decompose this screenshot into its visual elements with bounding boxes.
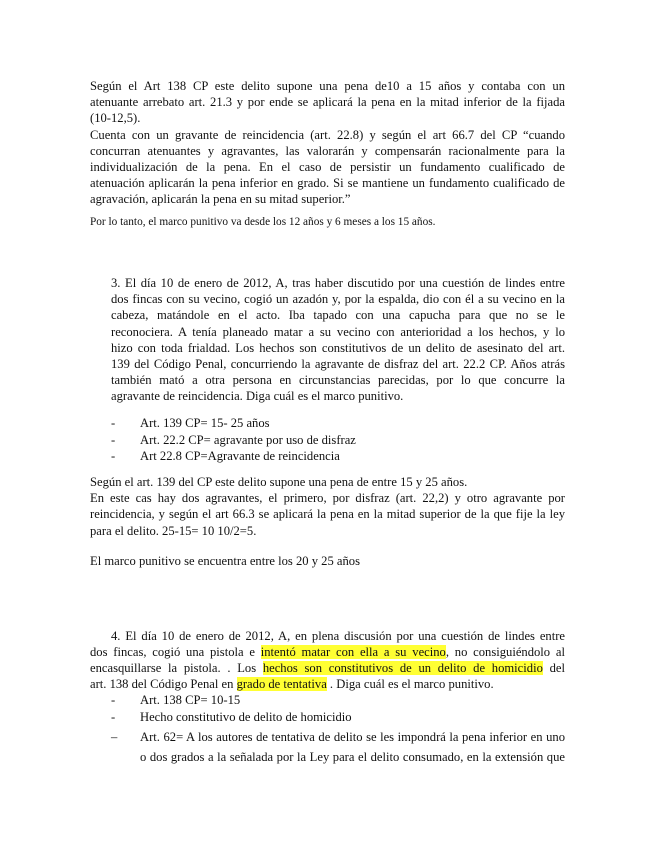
- dash-bullet: -: [111, 449, 116, 463]
- answer-3: [90, 474, 565, 539]
- q4-line: [90, 644, 565, 660]
- q4-text: art. 138 del Código Penal en: [90, 677, 237, 692]
- para1-line: individualización de la pena. En el caso de persistir un fundamento cualificado de: [90, 160, 565, 175]
- para1-line: (10-12,5).: [90, 111, 141, 126]
- question-3: [111, 275, 565, 405]
- q4-text: , no consiguiéndolo al: [445, 645, 565, 659]
- list-item-text: Art. 62= A los autores de tentativa de delito se les impondrá la pena inferior en uno: [140, 730, 565, 744]
- q3-line: agravante de reincidencia. Diga cuál es el marco punitivo.: [111, 389, 404, 404]
- paragraph-conclusion-1: Por lo tanto, el marco punitivo va desde los 12 años y 6 meses a los 15 años.: [90, 216, 436, 228]
- q3-line: dos fincas con su vecino, cogió un azadón y, por la espalda, dio con él a su vecino en la: [111, 292, 565, 307]
- dash-bullet: -: [111, 432, 116, 447]
- q4-text: . Diga cuál es el marco punitivo.: [326, 677, 494, 692]
- q4-line: [90, 676, 565, 692]
- list-item-text: Art. 139 CP= 15- 25 años: [140, 416, 270, 430]
- para1-line: agravación, aplicarán la pena en su mitad superior.”: [90, 192, 351, 207]
- list-item: [111, 729, 565, 746]
- ans3-line: reincidencia, y según el art 66.3 se aplicará la pena en la mitad superior de la que fije la ley: [90, 507, 565, 522]
- list-item: [111, 448, 565, 465]
- question-4: [111, 628, 565, 644]
- list-item: [111, 415, 565, 432]
- list-item-continuation: [111, 749, 565, 766]
- ans3-line: En este cas hay dos agravantes, el primero, por disfraz (art. 22,2) y otro agravante por: [90, 491, 565, 506]
- q4-line: 4. El día 10 de enero de 2012, A, en plena discusión por una cuestión de lindes entre: [111, 629, 565, 643]
- q3-line: cabeza, matándole en el acto. Iba tapado con una capucha para que no se le: [111, 308, 565, 323]
- list-item-text: Art. 22.2 CP= agravante por uso de disfraz: [140, 432, 356, 447]
- highlighted-text: hechos son constitutivos de un delito de homicidio: [262, 661, 543, 676]
- q4-text: encasquillarse la pistola. . Los: [90, 661, 263, 676]
- answer-3-conclusion: El marco punitivo se encuentra entre los 20 y 25 años: [90, 554, 360, 568]
- list-item: [111, 709, 565, 726]
- q4-text: dos fincas, cogió una pistola e: [90, 645, 261, 659]
- q3-line: hizo con toda frialdad. Los hechos son constitutivos de un delito de asesinato del art.: [111, 340, 565, 355]
- para1-line: Según el Art 138 CP este delito supone una pena de10 a 15 años y contaba con un: [90, 79, 565, 93]
- list-item-text: o dos grados a la señalada por la Ley para el delito consumado, en la extensión que: [140, 749, 565, 764]
- ans3-line: para el delito. 25-15= 10 10/2=5.: [90, 523, 257, 538]
- ans3-line: Según el art. 139 del CP este delito supone una pena de entre 15 y 25 años.: [90, 475, 468, 489]
- para1-line: Cuenta con un gravante de reincidencia (art. 22.8) y según el art 66.7 del CP “cuando: [90, 127, 565, 142]
- q4-text: del: [542, 661, 565, 676]
- paragraph-art-138: [90, 78, 565, 208]
- list-item-text: Art. 138 CP= 10-15: [140, 693, 241, 707]
- list-question-4: [111, 692, 565, 765]
- q4-line: [90, 660, 565, 676]
- list-item: [111, 692, 565, 709]
- q3-line: también mató a otra persona en circunstancias parecidas, por lo que concurre la: [111, 373, 565, 388]
- q3-line: 139 del Código Penal, concurriendo la agravante de disfraz del art. 22.2 CP. Años atrás: [111, 357, 565, 372]
- highlighted-text: grado de tentativa: [236, 677, 327, 692]
- dash-bullet: -: [111, 709, 116, 724]
- question-4-body: [90, 644, 565, 693]
- list-item-text: Hecho constitutivo de delito de homicidio: [140, 709, 352, 724]
- dash-bullet: –: [111, 730, 118, 744]
- highlighted-text: intentó matar con ella a su vecino: [260, 645, 446, 659]
- list-item: [111, 432, 565, 449]
- list-question-3: [111, 415, 565, 465]
- para1-line: concurran atenuantes y agravantes, las valorarán y compensarán racionalmente para la: [90, 143, 565, 158]
- para1-line: atenuante arrebato art. 21.3 y por ende se aplicará la pena en la mitad inferior de la fijada: [90, 95, 565, 110]
- q3-line: 3. El día 10 de enero de 2012, A, tras haber discutido por una cuestión de lindes entre: [111, 276, 565, 290]
- para1-line: atenuación aplicarán la pena inferior en grado. Si se mantiene un fundamento cualificado de: [90, 176, 565, 191]
- list-item-text: Art 22.8 CP=Agravante de reincidencia: [140, 449, 340, 463]
- dash-bullet: -: [111, 416, 116, 430]
- q3-line: reconociera. A tenía planeado matar a su vecino con anterioridad a los hechos, y lo: [111, 324, 565, 339]
- dash-bullet: -: [111, 693, 116, 707]
